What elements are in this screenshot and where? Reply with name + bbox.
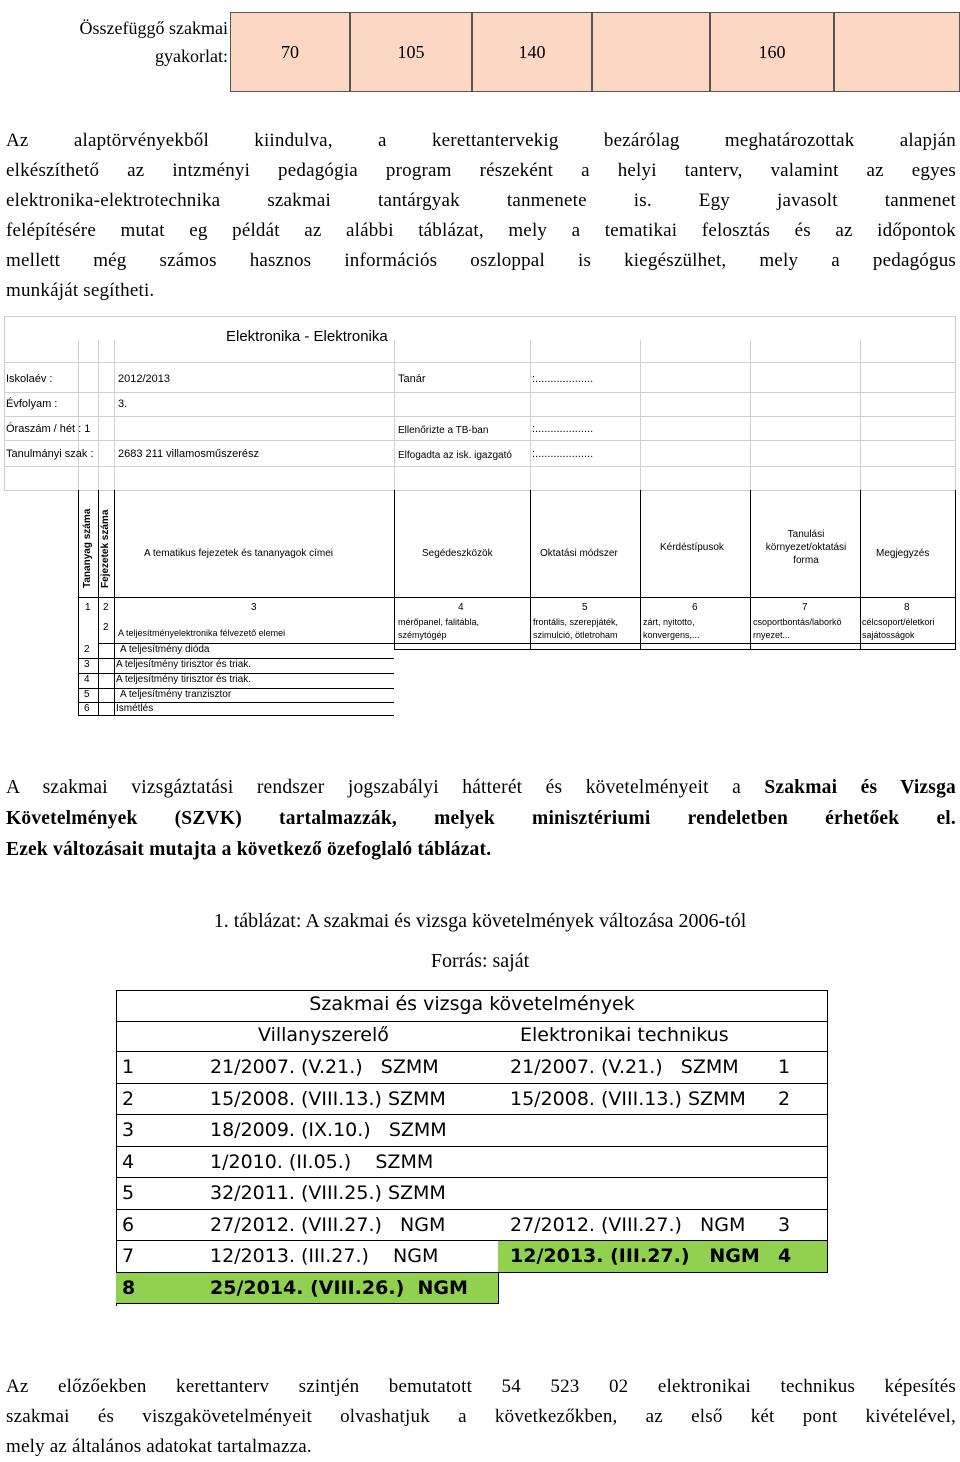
- table-row: 6 Ismétlés: [84, 703, 154, 714]
- practice-cell: [592, 12, 710, 92]
- question-type-cell: zárt, nyitotto, konvergens,...: [643, 617, 700, 640]
- approved-value: :...................: [532, 448, 594, 460]
- villanyszerelo-regulation: 32/2011. (VIII.25.) SZMM: [210, 1182, 446, 1204]
- intro-paragraph: Az alaptörvényekből kiindulva, a kerettantervekig bezárólag meghatározottak alapján elkészíthető az intzményi pedagógia program részeként a helyi tanterv, valamint az egyes elektronika-elektrotechnika szakmai tantárgyak tanmenete is. Egy javasolt tanmenet felépítésére mutat eg példát az alábbi táblázat, mely a tematikai felosztás és az időpontok mellett még számos hasznos információs oszloppal is kiegészülhet, mely a pedagógus munkáját segítheti.: [6, 130, 956, 301]
- grid-line: [98, 340, 99, 490]
- grid-line: [4, 466, 956, 467]
- row-number: 8: [122, 1276, 136, 1299]
- col-number: 4: [458, 602, 464, 613]
- grid-line: [114, 340, 115, 490]
- school-year-value: 2012/2013: [118, 373, 170, 385]
- szvk-table: [116, 990, 828, 1306]
- col-number: 8: [904, 602, 910, 613]
- col-number: 7: [802, 602, 808, 613]
- practice-cell: 160: [710, 12, 834, 92]
- table-row: 5 A teljesítmény tranzisztor: [84, 689, 232, 700]
- col-number: 3: [251, 602, 257, 613]
- table-row: 2 A teljesítmény dióda: [84, 644, 210, 655]
- chapter-number: 2: [103, 622, 109, 633]
- environment-cell: csoportbontás/laborkö rnyezet...: [753, 617, 842, 640]
- table-source: Forrás: saját: [430, 950, 530, 972]
- divider: [78, 490, 79, 598]
- szvk-paragraph: A szakmai vizsgáztatási rendszer jogszabályi hátterét és követelményeit a Szakmai és Vizsga Követelmények (SZVK) tartalmazzák, melyek minisztériumi rendeletben érhetőek el. Ezek változásait mutajta a következő özefoglaló táblázat.: [6, 777, 956, 860]
- header-line: [116, 1051, 828, 1052]
- practice-cell: 70: [230, 12, 350, 92]
- grid-line: [4, 316, 956, 317]
- chapter-no-header: Fejezetek száma: [100, 509, 111, 588]
- notes-header: Megjegyzés: [876, 548, 930, 559]
- villanyszerelo-regulation: 12/2013. (III.27.) NGM: [210, 1245, 439, 1267]
- szvk-row: [116, 1210, 828, 1242]
- villanyszerelo-regulation: 18/2009. (IX.10.) SZMM: [210, 1119, 447, 1141]
- row-number: 2: [122, 1087, 135, 1110]
- approved-label: Elfogadta az isk. igazgató: [398, 450, 512, 461]
- szvk-row: [116, 1178, 828, 1210]
- environment-header: Tanulási környezet/oktatási forma: [765, 529, 847, 566]
- divider: [530, 490, 531, 650]
- villanyszerelo-regulation: 25/2014. (VIII.26.) NGM: [210, 1276, 468, 1299]
- right-border: [827, 990, 828, 1273]
- closing-paragraph: Az előzőekben kerettanterv szintjén bemutatott 54 523 02 elektronikai technikus képesítés szakmai és viszgakövetelményeit olvashatjuk a következőkben, az első két pont kivételével, mely az általános adatokat tartalmazza.: [6, 1376, 956, 1457]
- lesson-no-header: Tananyag száma: [82, 508, 93, 588]
- practice-label: Összefüggő szakmai gyakorlat:: [79, 18, 228, 66]
- practice-cell: 140: [472, 12, 592, 92]
- topic-table: [78, 490, 956, 716]
- course-value: 2683 211 villamosműszerész: [118, 448, 260, 460]
- teacher-value: :...................: [532, 373, 594, 385]
- divider: [750, 490, 751, 650]
- teacher-label: Tanár: [398, 373, 426, 385]
- practice-hours-table: [0, 6, 960, 88]
- szvk-row: [116, 1115, 828, 1147]
- grade-value: 3.: [118, 398, 128, 410]
- question-types-header: Kérdéstípusok: [660, 542, 724, 553]
- left-block-border: [498, 1273, 499, 1305]
- hours-label: Óraszám / hét : 1: [6, 423, 91, 435]
- grid-line: [4, 392, 956, 393]
- col1-header: Villanyszerelő: [258, 1024, 389, 1046]
- grid-line: [78, 340, 79, 490]
- table-caption: 1. táblázat: A szakmai és vizsga követelmények változása 2006-tól: [213, 910, 747, 932]
- szvk-row: [116, 1147, 828, 1179]
- course-label: Tanulmányi szak :: [6, 448, 94, 460]
- row-number: 3: [122, 1119, 135, 1141]
- grid-line: [4, 440, 956, 441]
- szvk-row: [116, 1241, 828, 1273]
- grid-line: [394, 340, 395, 490]
- grid-line: [640, 340, 641, 490]
- tools-header: Segédeszközök: [422, 548, 493, 559]
- table-row: 3 A teljesítmény tirisztor és triak.: [84, 659, 252, 670]
- villanyszerelo-regulation: 15/2008. (VIII.13.) SZMM: [210, 1087, 446, 1110]
- col-number: 1: [85, 602, 91, 613]
- practice-cell: [834, 12, 960, 92]
- col-number: 6: [692, 602, 698, 613]
- grid-line: [4, 316, 5, 490]
- method-header: Oktatási módszer: [540, 548, 618, 559]
- szvk-row: [116, 1273, 828, 1305]
- grid-line: [530, 340, 531, 490]
- villanyszerelo-regulation: 21/2007. (V.21.) SZMM: [210, 1056, 439, 1078]
- checked-value: :...................: [532, 423, 594, 435]
- row-line: [116, 1303, 498, 1304]
- tools-cell: mérőpanel, falitábla, szémytógép: [398, 617, 480, 640]
- technikus-regulation: 15/2008. (VIII.13.) SZMM: [510, 1087, 746, 1110]
- row-line: [78, 715, 394, 716]
- grid-line: [750, 340, 751, 490]
- technikus-regulation: 12/2013. (III.27.) NGM: [510, 1245, 760, 1267]
- technikus-number: 3: [778, 1213, 791, 1236]
- row-number: 1: [122, 1056, 135, 1078]
- grade-label: Évfolyam :: [6, 398, 58, 410]
- row-line: [394, 649, 956, 650]
- col-number: 2: [103, 602, 109, 613]
- technikus-number: 4: [778, 1245, 792, 1267]
- szvk-title: Szakmai és vizsga követelmények: [309, 993, 635, 1015]
- checked-label: Ellenőrizte a TB-ban: [398, 425, 489, 436]
- row-number: 6: [122, 1213, 135, 1236]
- notes-cell: célcsoport/életkori sajátosságok: [862, 617, 935, 640]
- titles-header: A tematikus fejezetek és tananyagok címei: [144, 548, 333, 559]
- row-number: 5: [122, 1182, 135, 1204]
- villanyszerelo-regulation: 1/2010. (II.05.) SZMM: [210, 1150, 434, 1173]
- technikus-number: 2: [778, 1087, 791, 1110]
- grid-line: [4, 362, 956, 363]
- table-row: 4 A teljesítmény tirisztor és triak.: [84, 674, 252, 685]
- szvk-row: [116, 1052, 828, 1084]
- method-cell: frontális, szerepjáték, szimulció, ötletroham: [533, 617, 619, 640]
- divider: [394, 490, 395, 650]
- row-number: 7: [122, 1245, 135, 1267]
- grid-line: [955, 316, 956, 490]
- grid-line: [4, 416, 956, 417]
- technikus-regulation: 21/2007. (V.21.) SZMM: [510, 1056, 739, 1078]
- header-line: [116, 1021, 828, 1022]
- szvk-row: [116, 1084, 828, 1116]
- grid-line: [860, 340, 861, 490]
- school-year-label: Iskolaév :: [6, 373, 53, 385]
- villanyszerelo-regulation: 27/2012. (VIII.27.) NGM: [210, 1213, 446, 1236]
- col-number: 5: [582, 602, 588, 613]
- divider: [640, 490, 641, 650]
- col2-header: Elektronikai technikus: [520, 1024, 729, 1046]
- row-number: 4: [122, 1150, 135, 1173]
- practice-cell: 105: [350, 12, 472, 92]
- divider: [955, 490, 956, 650]
- technikus-number: 1: [778, 1056, 791, 1078]
- divider: [860, 490, 861, 650]
- topic-title: A teljesítményelektronika félvezető elemei: [118, 628, 286, 638]
- form-title: Elektronika - Elektronika: [226, 328, 388, 345]
- technikus-regulation: 27/2012. (VIII.27.) NGM: [510, 1213, 746, 1236]
